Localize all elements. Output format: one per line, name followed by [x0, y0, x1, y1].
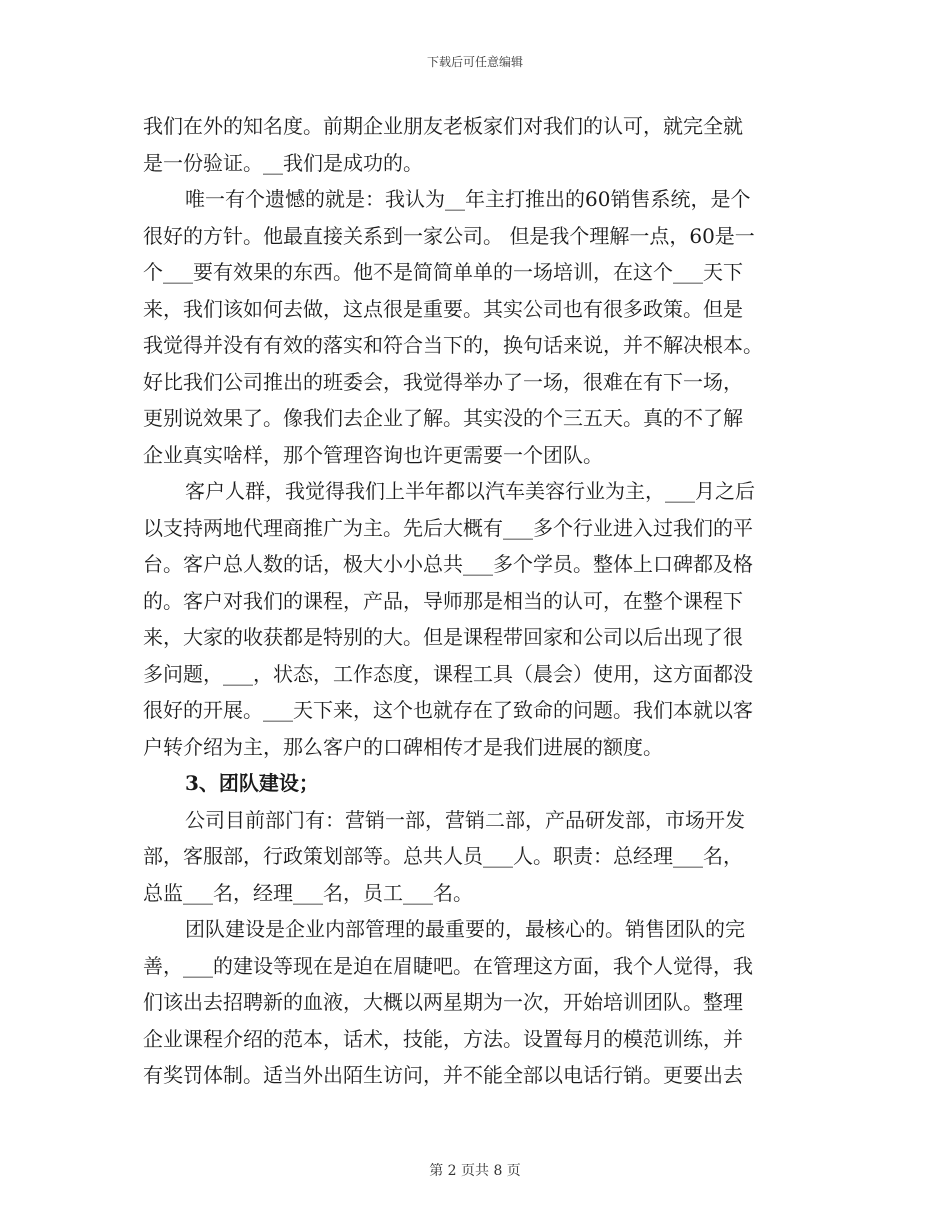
text-line: 团队建设是企业内部管理的最重要的，最核心的。销售团队的完 — [185, 917, 745, 941]
text-line: 部，客服部，行政策划部等。总共人员___人。职责：总经理___名， — [143, 844, 743, 868]
text-line: 以支持两地代理商推广为主。先后大概有___多个行业进入过我们的平 — [143, 515, 753, 540]
document-body — [143, 108, 803, 1094]
section-heading: 3、团队建设； — [185, 771, 319, 795]
page-header: 下载后可任意编辑 — [426, 55, 523, 69]
text-line: 的。客户对我们的课程，产品，导师那是相当的认可，在整个课程下 — [143, 588, 743, 613]
text-line: 有奖罚体制。适当外出陌生访问，并不能全部以电话行销。更要出去 — [143, 1063, 743, 1087]
text-line: 多问题，___，状态，工作态度，课程工具（晨会）使用，这方面都没 — [143, 661, 753, 686]
text-line: 户转介绍为主，那么客户的口碑相传才是我们进展的额度。 — [143, 734, 663, 759]
text-line: 企业课程介绍的范本，话术，技能，方法。设置每月的模范训练，并 — [143, 1026, 743, 1051]
text-line: 公司目前部门有：营销一部，营销二部，产品研发部，市场开发 — [185, 807, 745, 832]
text-line: 总监___名，经理___名，员工___名。 — [143, 880, 473, 905]
text-line: 好比我们公司推出的班委会，我觉得举办了一场，很难在有下一场， — [143, 369, 743, 394]
text-line: 来，大家的收获都是特别的大。但是课程带回家和公司以后出现了很 — [143, 625, 743, 649]
page-footer: 第 2 页共 8 页 — [429, 1163, 521, 1179]
text-line: 个___要有效果的东西。他不是简简单单的一场培训，在这个___天下 — [143, 260, 743, 284]
text-line: 来，我们该如何去做，这点很是重要。其实公司也有很多政策。但是 — [143, 296, 743, 321]
text-line: 唯一有个遗憾的就是：我认为__年主打推出的60销售系统，是个 — [185, 187, 751, 211]
text-line: 们该出去招聘新的血液，大概以两星期为一次，开始培训团队。整理 — [143, 990, 743, 1014]
text-line: 是一份验证。__我们是成功的。 — [143, 150, 423, 175]
text-line: 很好的开展。___天下来，这个也就存在了致命的问题。我们本就以客 — [143, 698, 753, 722]
text-line: 企业真实啥样，那个管理咨询也许更需要一个团队。 — [143, 442, 603, 467]
text-line: 很好的方针。他最直接关系到一家公司。 但是我个理解一点，60是一 — [143, 223, 755, 248]
text-line: 台。客户总人数的话，极大小小总共___多个学员。整体上口碑都及格 — [143, 552, 753, 576]
text-line: 我觉得并没有有效的落实和符合当下的，换句话来说，并不解决根本。 — [143, 333, 763, 357]
text-line: 更别说效果了。像我们去企业了解。其实没的个三五天。真的不了解 — [143, 406, 743, 430]
text-line: 客户人群，我觉得我们上半年都以汽车美容行业为主，___月之后 — [185, 479, 755, 503]
text-line: 善，___的建设等现在是迫在眉睫吧。在管理这方面，我个人觉得，我 — [143, 953, 753, 978]
text-line: 我们在外的知名度。前期企业朋友老板家们对我们的认可，就完全就 — [143, 114, 743, 138]
